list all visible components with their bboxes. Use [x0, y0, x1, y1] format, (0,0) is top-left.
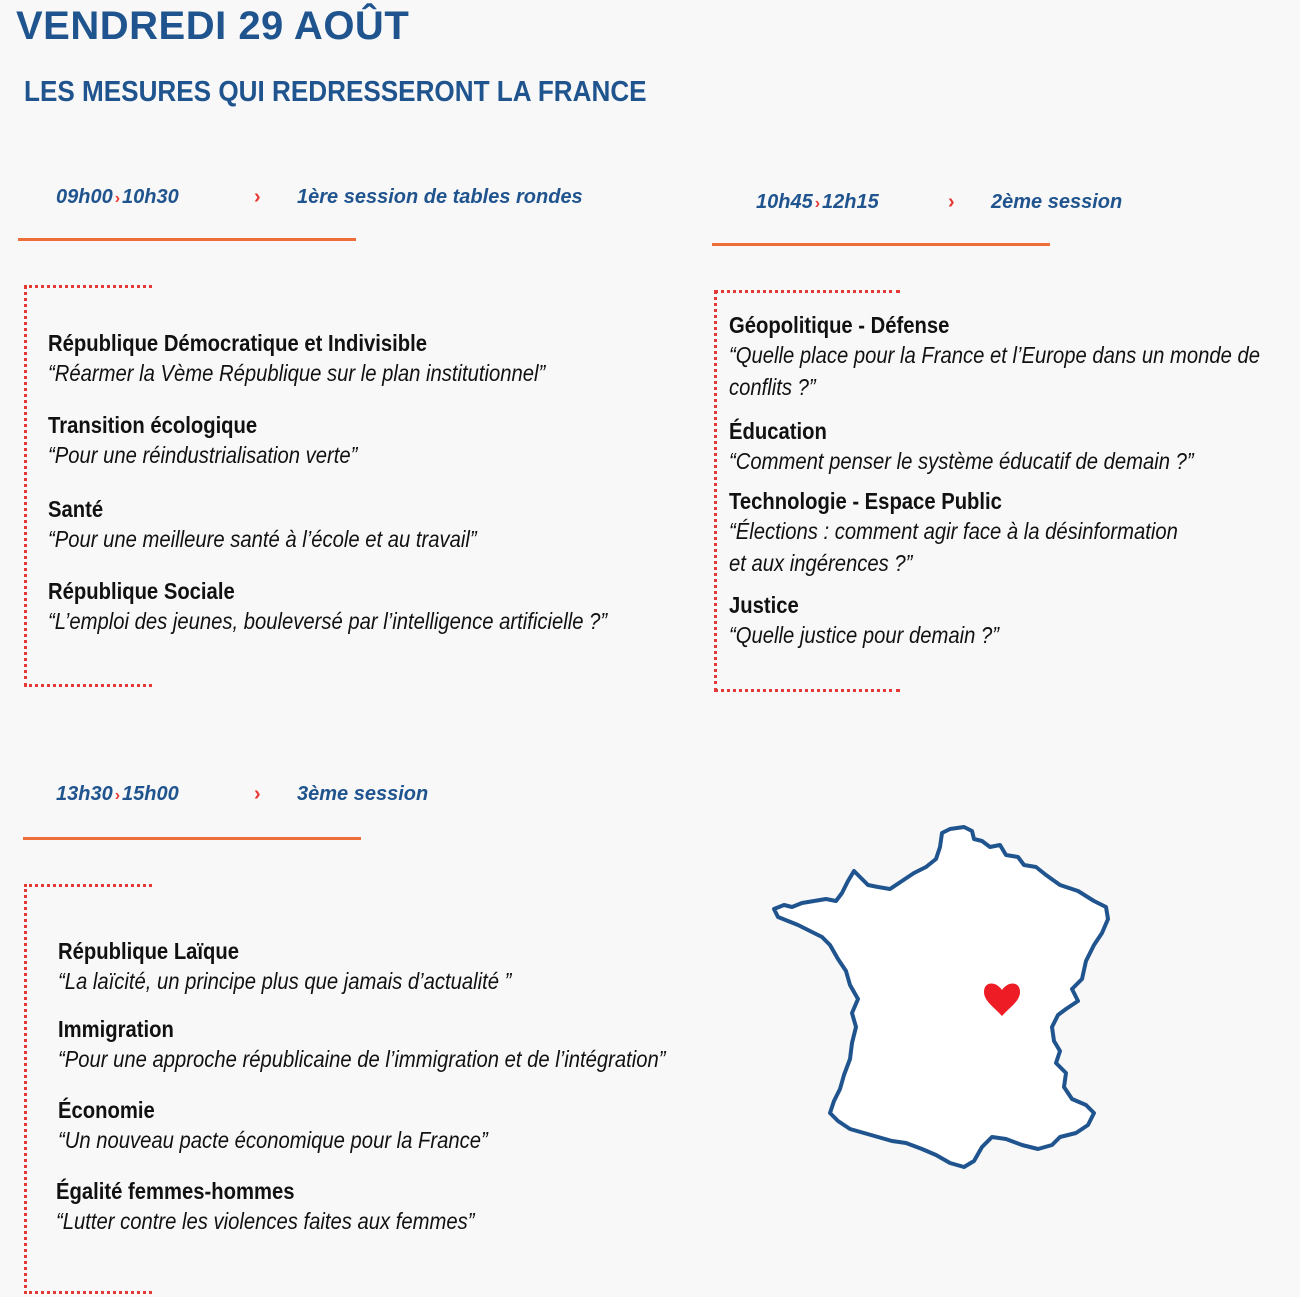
session2-frame-bottom — [714, 689, 900, 692]
topic-quote: conflits ?” — [729, 374, 816, 400]
topic-quote: “Pour une meilleure santé à l’école et au travail” — [48, 526, 477, 552]
chevron-right-icon: › — [114, 787, 121, 804]
topic-title: Éducation — [729, 418, 827, 444]
session1-topic — [48, 496, 535, 555]
session2-topic — [729, 488, 1239, 579]
session1-end-time: 10h30 — [122, 186, 179, 208]
topic-quote: “La laïcité, un principe plus que jamais d’actualité ” — [58, 968, 512, 994]
session2-header — [756, 191, 879, 214]
chevron-right-icon: › — [948, 191, 955, 213]
session2-underline — [712, 243, 1050, 246]
session3-frame-bottom — [24, 1291, 152, 1294]
session1-frame-bottom — [24, 684, 152, 687]
session2-end-time: 12h15 — [822, 191, 879, 213]
session1-label: 1ère session de tables rondes — [297, 186, 583, 208]
session3-topic — [58, 938, 573, 997]
chevron-right-icon: › — [114, 190, 121, 207]
topic-quote: “Élections : comment agir face à la désinformation — [729, 518, 1178, 544]
topic-title: Justice — [729, 592, 799, 618]
session1-topic — [48, 412, 400, 471]
session3-start-time: 13h30 — [56, 783, 113, 805]
session3-end-time: 15h00 — [122, 783, 179, 805]
session2-topic — [729, 418, 1257, 477]
topic-title: République Démocratique et Indivisible — [48, 330, 428, 356]
session3-frame-left — [24, 884, 27, 1294]
session1-frame-left — [24, 285, 27, 687]
session2-frame-left — [714, 290, 717, 692]
topic-quote: “Pour une approche républicaine de l’immigration et de l’intégration” — [58, 1046, 666, 1072]
session3-header — [56, 783, 179, 806]
topic-quote: “Lutter contre les violences faites aux femmes” — [56, 1208, 475, 1234]
session1-topic — [48, 578, 683, 637]
topic-quote: “Un nouveau pacte économique pour la France” — [58, 1127, 488, 1153]
page-subtitle: LES MESURES QUI REDRESSERONT LA FRANCE — [24, 76, 647, 108]
session2-label: 2ème session — [991, 191, 1123, 213]
session3-topic — [58, 1097, 546, 1156]
topic-quote: “Réarmer la Vème République sur le plan institutionnel” — [48, 360, 546, 386]
topic-quote: “Comment penser le système éducatif de demain ?” — [729, 448, 1194, 474]
session2-topic — [729, 312, 1300, 403]
france-map-icon — [760, 815, 1120, 1175]
chevron-right-icon: › — [814, 195, 821, 212]
chevron-right-icon: › — [254, 783, 261, 805]
session2-start-time: 10h45 — [756, 191, 813, 213]
topic-title: République Laïque — [58, 938, 240, 964]
topic-quote: “L’emploi des jeunes, bouleversé par l’intelligence artificielle ?” — [48, 608, 608, 634]
chevron-right-icon: › — [254, 186, 261, 208]
session1-topic — [48, 330, 613, 389]
topic-quote: “Quelle justice pour demain ?” — [729, 622, 1000, 648]
topic-title: Santé — [48, 496, 104, 522]
topic-title: Géopolitique - Défense — [729, 312, 950, 338]
session1-start-time: 09h00 — [56, 186, 113, 208]
session3-topic — [58, 1016, 748, 1075]
topic-quote: “Quelle place pour la France et l’Europe dans un monde de — [729, 342, 1261, 368]
topic-quote: “Pour une réindustrialisation verte” — [48, 442, 358, 468]
topic-title: République Sociale — [48, 578, 235, 604]
day-title: VENDREDI 29 AOÛT — [16, 4, 410, 48]
session1-header — [56, 186, 179, 209]
topic-quote: et aux ingérences ?” — [729, 550, 913, 576]
session2-topic — [729, 592, 1036, 651]
session3-label: 3ème session — [297, 783, 429, 805]
session1-frame-top — [24, 285, 152, 288]
session1-underline — [18, 238, 356, 241]
session2-frame-top — [714, 290, 900, 293]
session3-frame-top — [24, 884, 152, 887]
topic-title: Immigration — [58, 1016, 174, 1042]
topic-title: Technologie - Espace Public — [729, 488, 1002, 514]
topic-title: Économie — [58, 1097, 155, 1123]
topic-title: Transition écologique — [48, 412, 258, 438]
session3-underline — [23, 837, 361, 840]
topic-title: Égalité femmes-hommes — [56, 1178, 295, 1204]
session3-topic — [56, 1178, 532, 1237]
